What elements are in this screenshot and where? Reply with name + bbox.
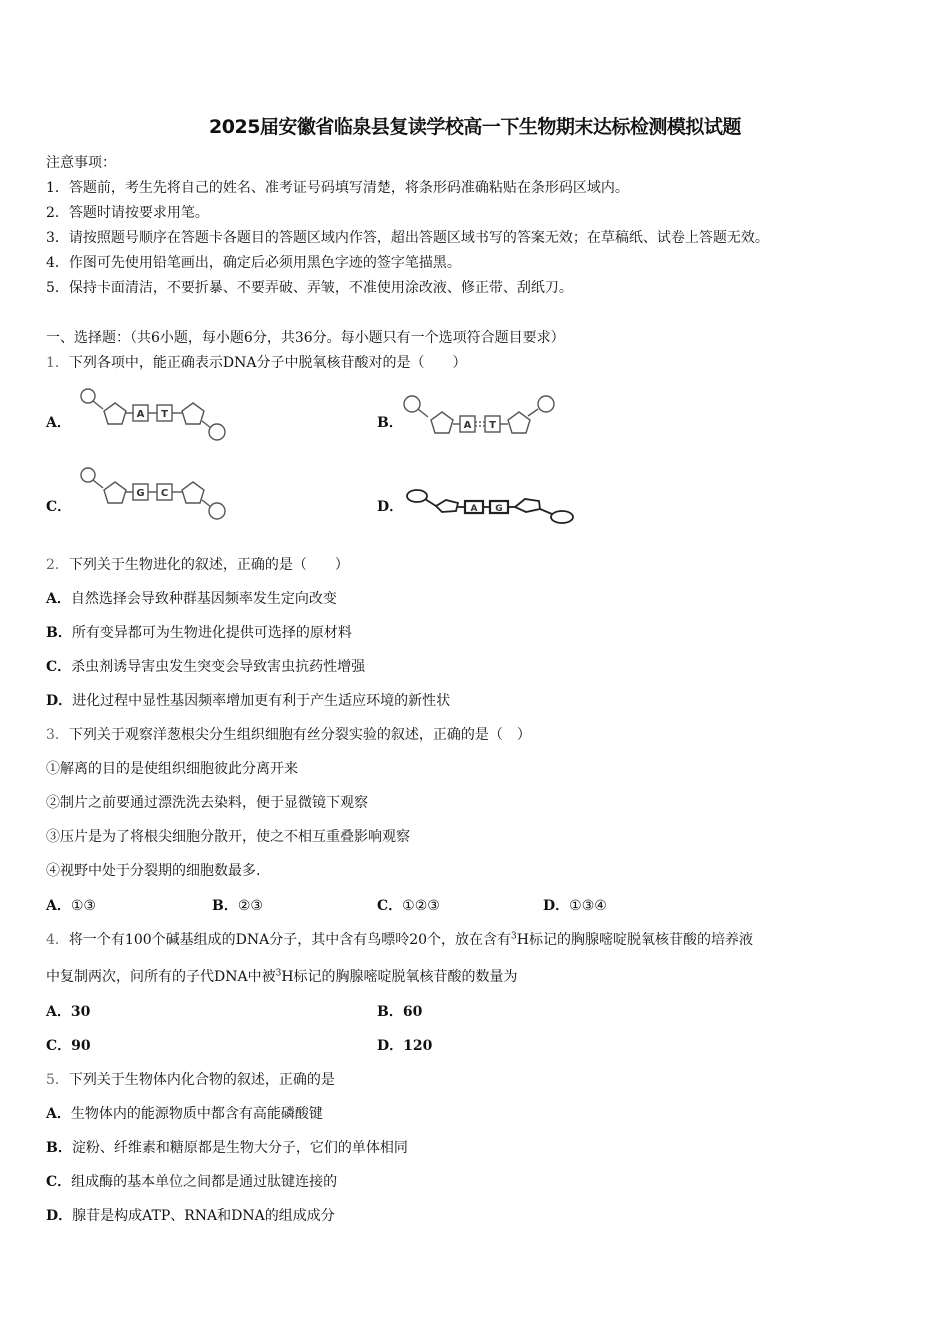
q2-option-b-text: 所有变异都可为生物进化提供可选择的原材料	[71, 625, 352, 641]
q5-stem-text: 下列关于生物体内化合物的叙述，正确的是	[68, 1072, 335, 1088]
q3-option-c-label: C．	[377, 898, 403, 914]
q3-option-a-label: A．	[46, 898, 71, 914]
q3-number: 3．	[46, 727, 69, 743]
q4-line2-b: H标记的胸腺嘧啶脱氧核苷酸的数量为	[281, 969, 518, 985]
q1-number: 1．	[46, 355, 69, 371]
q4-stem-line-2	[46, 966, 518, 986]
q4-option-a-label: A．	[46, 1004, 71, 1020]
q1-stem	[46, 352, 467, 372]
q2-stem	[46, 554, 349, 574]
q2-number: 2．	[46, 557, 69, 573]
q1-c-base-1: G	[136, 488, 145, 499]
notice-item-2: 2．答题时请按要求用笔。	[46, 205, 209, 221]
q3-option-a-text: ①③	[70, 898, 96, 914]
q1-b-base-2: T	[489, 420, 496, 431]
q4-option-b	[377, 1001, 422, 1021]
q1-b-base-1: A	[463, 420, 472, 431]
q4-option-c-label: C．	[46, 1038, 72, 1054]
q1-a-base-2: T	[161, 409, 168, 420]
q5-option-c-label: C．	[46, 1174, 72, 1190]
q3-option-d	[543, 895, 607, 915]
q2-option-b-label: B．	[46, 625, 72, 641]
q5-number: 5．	[46, 1072, 69, 1088]
q2-option-a-text: 自然选择会导致种群基因频率发生定向改变	[70, 591, 337, 607]
q2-option-a	[46, 588, 337, 608]
q3-option-b	[212, 895, 263, 915]
q3-stem-text: 下列关于观察洋葱根尖分生组织细胞有丝分裂实验的叙述，正确的是（ ）	[68, 727, 531, 743]
q1-option-a-label: A．	[46, 415, 71, 431]
q1-option-d-diagram	[400, 484, 580, 529]
q4-option-b-text: 60	[402, 1004, 423, 1020]
q4-sup-1: 3	[511, 931, 517, 942]
q5-option-d	[46, 1205, 335, 1225]
section-heading: 一、选择题：（共6小题，每小题6分，共36分。每小题只有一个选项符合题目要求）	[46, 330, 565, 346]
q5-option-a	[46, 1103, 323, 1123]
q3-option-b-label: B．	[212, 898, 238, 914]
q5-option-a-text: 生物体内的能源物质中都含有高能磷酸键	[70, 1106, 323, 1122]
q1-d-base-1: A	[470, 504, 478, 514]
q3-statement-3: ③压片是为了将根尖细胞分散开，使之不相互重叠影响观察	[46, 829, 410, 845]
notice-item-1: 1．答题前，考生先将自己的姓名、准考证号码填写清楚，将条形码准确粘贴在条形码区域内。	[46, 180, 629, 196]
q2-option-d-label: D．	[46, 693, 73, 709]
q4-option-a	[46, 1001, 90, 1021]
notice-item-5: 5．保持卡面清洁，不要折暴、不要弄破、弄皱，不准使用涂改液、修正带、刮纸刀。	[46, 280, 573, 296]
q4-option-a-text: 30	[70, 1004, 91, 1020]
q3-statement-4: ④视野中处于分裂期的细胞数最多.	[46, 863, 261, 879]
q1-a-base-1: A	[136, 409, 145, 420]
q5-option-d-text: 腺苷是构成ATP、RNA和DNA的组成成分	[72, 1208, 335, 1224]
q1-option-c-label: C．	[46, 499, 72, 515]
q2-stem-text: 下列关于生物进化的叙述，正确的是（ ）	[68, 557, 349, 573]
q4-option-d-label: D．	[377, 1038, 404, 1054]
q5-option-c	[46, 1171, 337, 1191]
q3-option-c	[377, 895, 440, 915]
notice-item-3: 3．请按照题号顺序在答题卡各题目的答题区域内作答，超出答题区域书写的答案无效；在草稿纸、试卷上答题无效。	[46, 230, 769, 246]
q3-statement-2: ②制片之前要通过漂洗洗去染料，便于显微镜下观察	[46, 795, 368, 811]
q4-option-d-text: 120	[403, 1038, 433, 1054]
q4-option-b-label: B．	[377, 1004, 403, 1020]
q1-c-base-2: C	[160, 488, 169, 499]
q2-option-d	[46, 690, 450, 710]
q3-option-b-text: ②③	[237, 898, 263, 914]
q2-option-c-label: C．	[46, 659, 72, 675]
q2-option-c-text: 杀虫剂诱导害虫发生突变会导致害虫抗药性增强	[71, 659, 366, 675]
q3-statement-1: ①解离的目的是使组织细胞彼此分离开来	[46, 761, 298, 777]
q4-number: 4．	[46, 932, 69, 948]
q5-option-b	[46, 1137, 408, 1157]
q5-option-c-text: 组成酶的基本单位之间都是通过肽键连接的	[71, 1174, 338, 1190]
q4-option-d	[377, 1035, 432, 1055]
q3-option-d-label: D．	[543, 898, 570, 914]
page-title: 2025届安徽省临泉县复读学校高一下生物期末达标检测模拟试题	[209, 116, 741, 138]
q3-option-c-text: ①②③	[402, 898, 440, 914]
q1-d-base-2: G	[495, 504, 503, 514]
q1-option-a-diagram	[78, 385, 233, 445]
q1-option-b-label: B．	[377, 415, 403, 431]
q2-option-c	[46, 656, 365, 676]
q2-option-b	[46, 622, 352, 642]
q3-option-d-text: ①③④	[569, 898, 607, 914]
notice-item-4: 4．作图可先使用铅笔画出，确定后必须用黑色字迹的签字笔描黑。	[46, 255, 461, 271]
q5-stem	[46, 1069, 335, 1089]
q5-option-d-label: D．	[46, 1208, 73, 1224]
q4-sup-2: 3	[275, 968, 282, 979]
q1-option-b-diagram	[400, 392, 565, 442]
q4-stem-a: 将一个有100个碱基组成的DNA分子，其中含有鸟嘌呤20个，放在含有	[68, 932, 512, 948]
q4-option-c-text: 90	[71, 1038, 91, 1054]
q1-option-d-label: D．	[377, 499, 404, 515]
q3-stem	[46, 724, 531, 744]
q3-option-a	[46, 895, 96, 915]
notice-heading: 注意事项：	[46, 155, 116, 171]
q4-stem-b: H标记的胸腺嘧啶脱氧核苷酸的培养液	[516, 932, 753, 948]
q2-option-d-text: 进化过程中显性基因频率增加更有利于产生适应环境的新性状	[72, 693, 451, 709]
q4-line2-a: 中复制两次，问所有的子代DNA中被	[46, 969, 276, 985]
q4-stem-line-1	[46, 929, 753, 949]
q1-stem-text: 下列各项中，能正确表示DNA分子中脱氧核苷酸对的是（ ）	[68, 355, 467, 371]
q4-option-c	[46, 1035, 91, 1055]
q5-option-b-text: 淀粉、纤维素和糖原都是生物大分子，它们的单体相同	[71, 1140, 408, 1156]
q1-option-c-diagram	[78, 464, 233, 524]
q5-option-b-label: B．	[46, 1140, 72, 1156]
q5-option-a-label: A．	[46, 1106, 71, 1122]
q2-option-a-label: A．	[46, 591, 71, 607]
